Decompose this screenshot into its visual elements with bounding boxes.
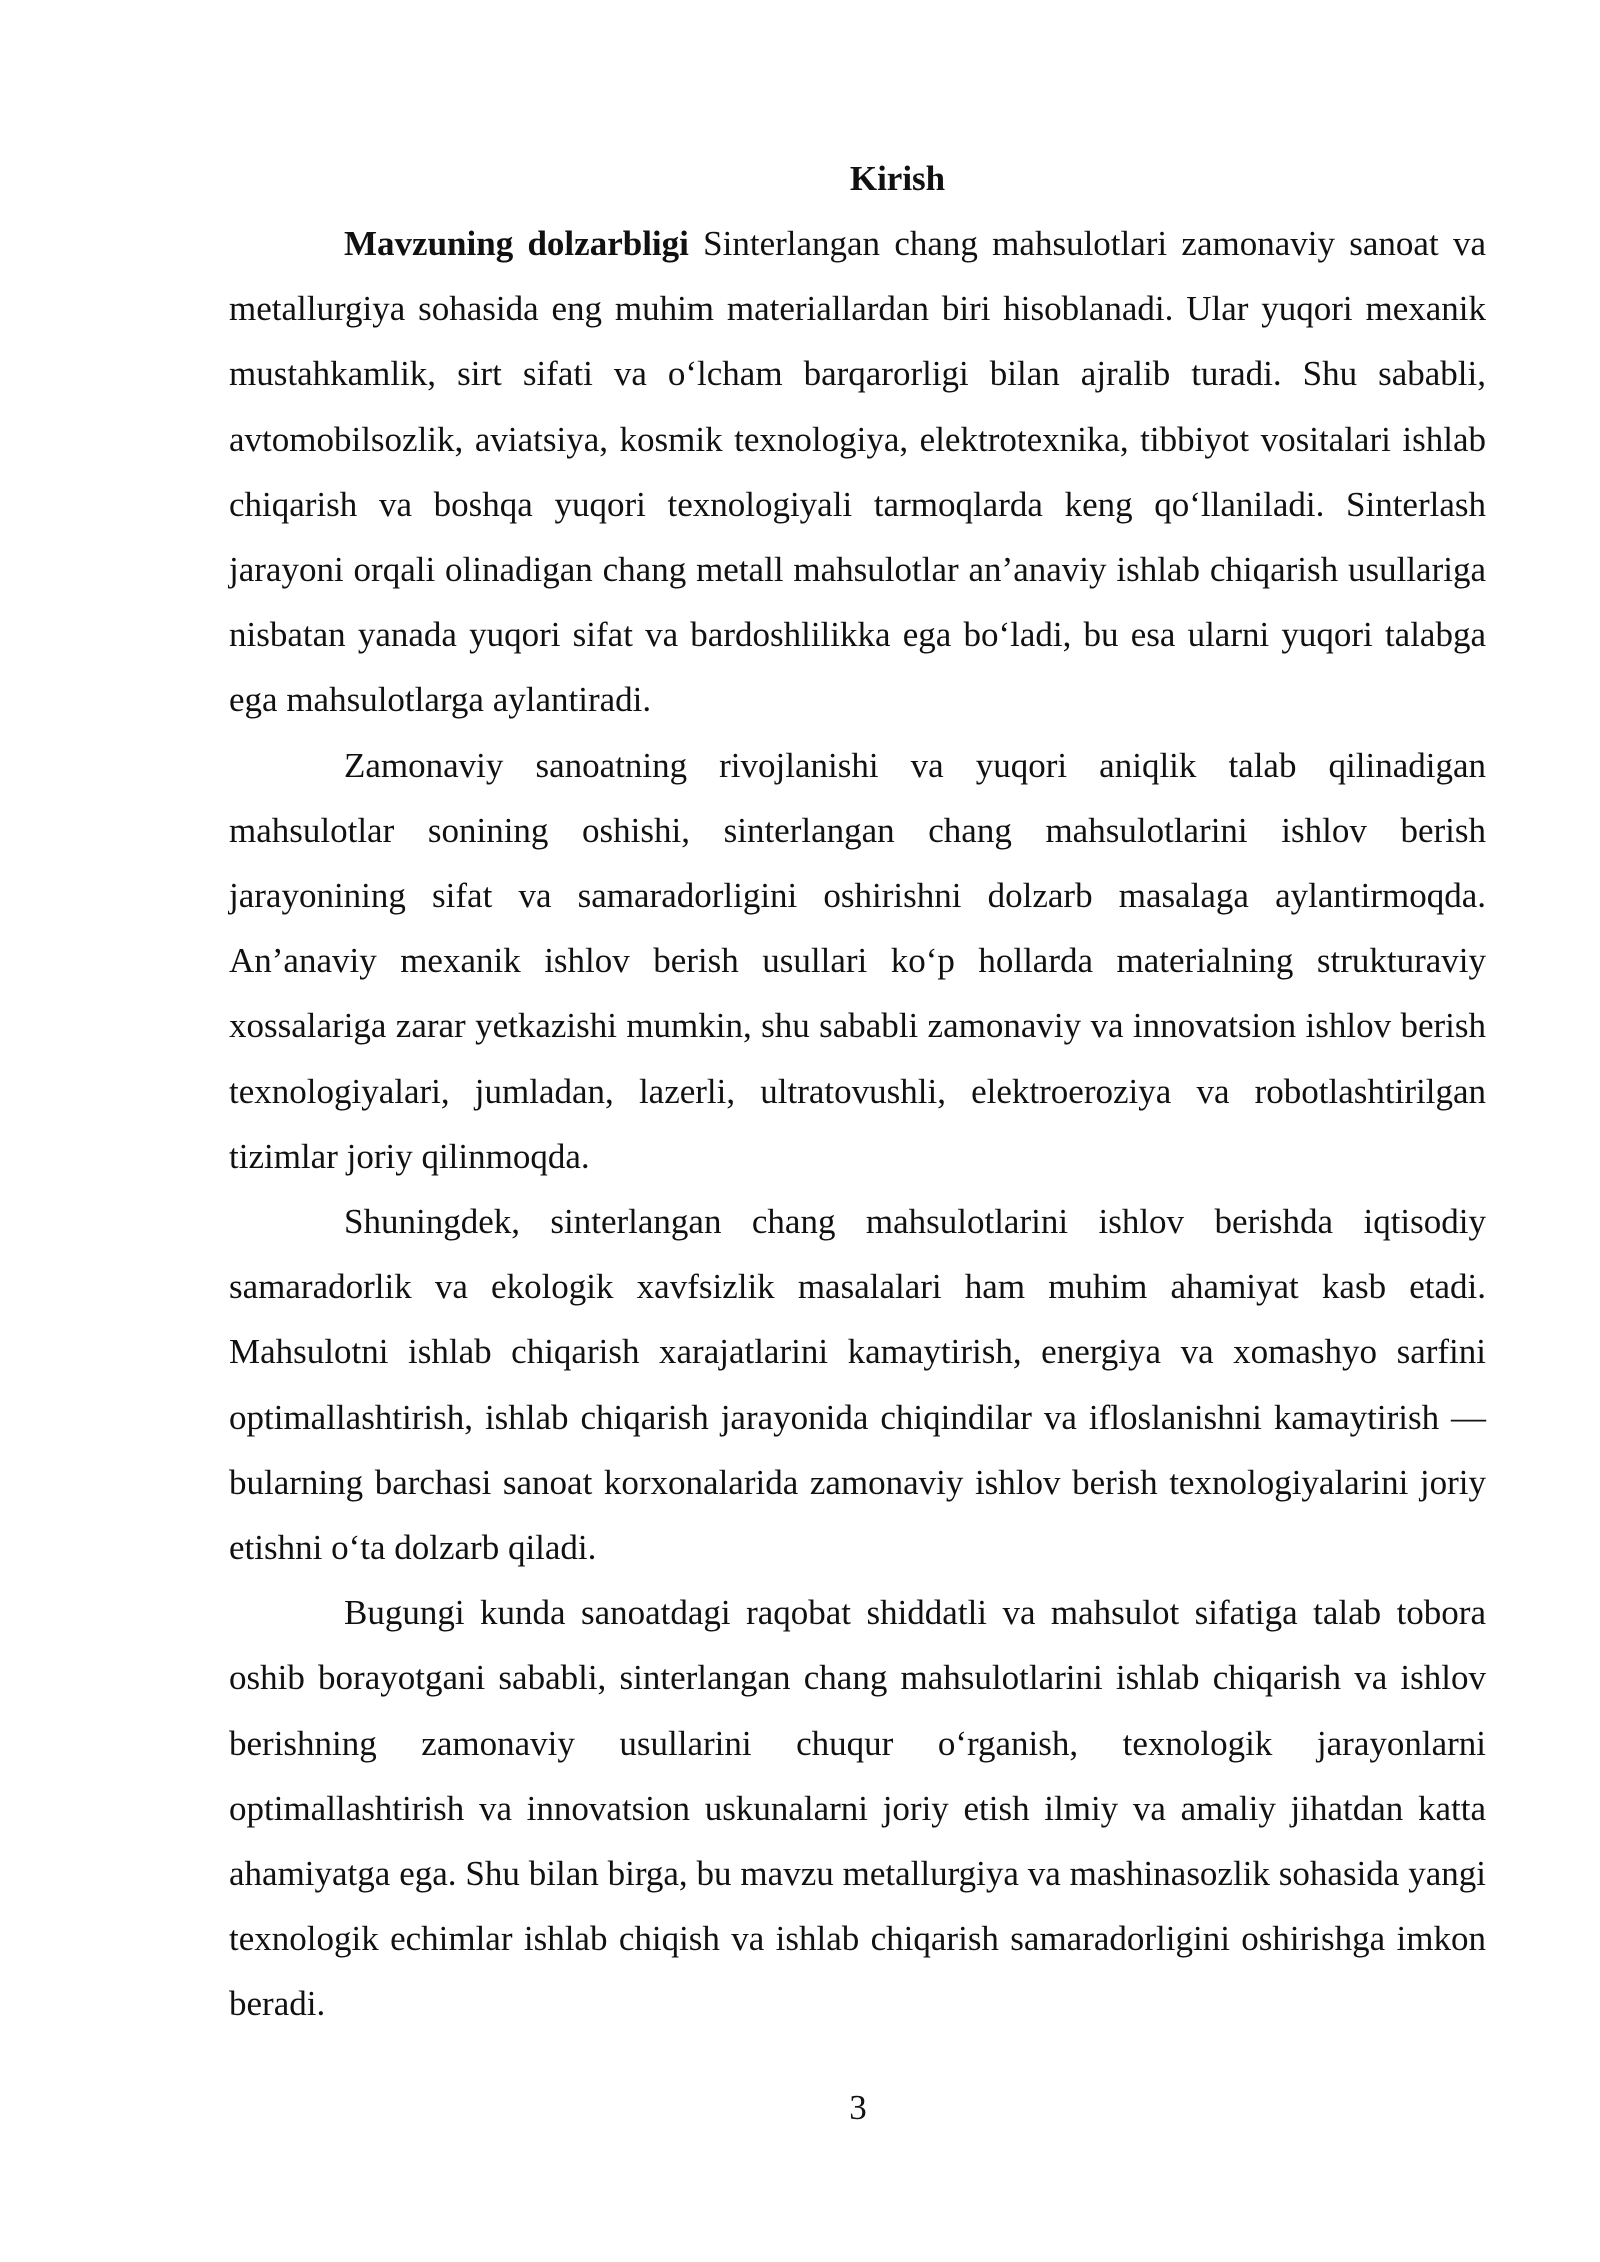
paragraph-modern-industry: Zamonaviy sanoatning rivojlanishi va yuqori aniqlik talab qilinadigan mahsulotlar sonining oshishi, sinterlangan chang mahsulotlarini ishlov berish jarayonining sifat va samaradorligini oshirishni dolzarb masalaga aylantirmoqda. An’anaviy mexanik ishlov berish usullari ko‘p hollarda materialning strukturaviy xossalariga zarar yetkazishi mumkin, shu sababli zamonaviy va innovatsion ishlov berish texnologiyalari, jumladan, lazerli, ultratovushli, elektroeroziya va robotlashtirilgan tizimlar joriy qilinmoqda. xyxy=(229,745,1486,1176)
paragraph-economic-efficiency: Shuningdek, sinterlangan chang mahsulotlarini ishlov berishda iqtisodiy samaradorlik va ekologik xavfsizlik masalalari ham muhim ahamiyat kasb etadi. Mahsulotni ishlab chiqarish xarajatlarini kamaytirish, energiya va xomashyo sarfini optimallashtirish, ishlab chiqarish jarayonida chiqindilar va ifloslanishni kamaytirish — bularning barchasi sanoat korxonalarida zamonaviy ishlov berish texnologiyalarini joriy etishni o‘ta dolzarb qiladi. xyxy=(229,1202,1486,1568)
page-content xyxy=(229,146,1486,2037)
paragraph-relevance xyxy=(229,211,1486,733)
paragraph-text: Sinterlangan chang mahsulotlari zamonaviy sanoat va metallurgiya sohasida eng muhim materiallardan biri hisoblanadi. Ular yuqori mexanik mustahkamlik, sirt sifati va o‘lcham barqarorligi bilan ajralib turadi. Shu sababli, avtomobilsozlik, aviatsiya, kosmik texnologiya, elektrotexnika, tibbiyot vositalari ishlab chiqarish va boshqa yuqori texnologiyali tarmoqlarda keng qo‘llaniladi. Sinterlash jarayoni orqali olinadigan chang metall mahsulotlar an’anaviy ishlab chiqarish usullariga nisbatan yanada yuqori sifat va bardoshlilikka ega bo‘ladi, bu esa ularni yuqori talabga ega mahsulotlarga aylantiradi. xyxy=(229,224,1486,720)
section-heading: Kirish xyxy=(849,159,946,198)
paragraph-lead-term: Mavzuning dolzarbligi xyxy=(344,224,689,263)
page-number: 3 xyxy=(849,2088,867,2127)
paragraph-competition: Bugungi kunda sanoatdagi raqobat shiddatli va mahsulot sifatiga talab tobora oshib borayotgani sababli, sinterlangan chang mahsulotlarini ishlab chiqarish va ishlov berishning zamonaviy usullarini chuqur o‘rganish, texnologik jarayonlarni optimallashtirish va innovatsion uskunalarni joriy etish ilmiy va amaliy jihatdan katta ahamiyatga ega. Shu bilan birga, bu mavzu metallurgiya va mashinasozlik sohasida yangi texnologik echimlar ishlab chiqish va ishlab chiqarish samaradorligini oshirishga imkon beradi. xyxy=(229,1593,1486,2024)
